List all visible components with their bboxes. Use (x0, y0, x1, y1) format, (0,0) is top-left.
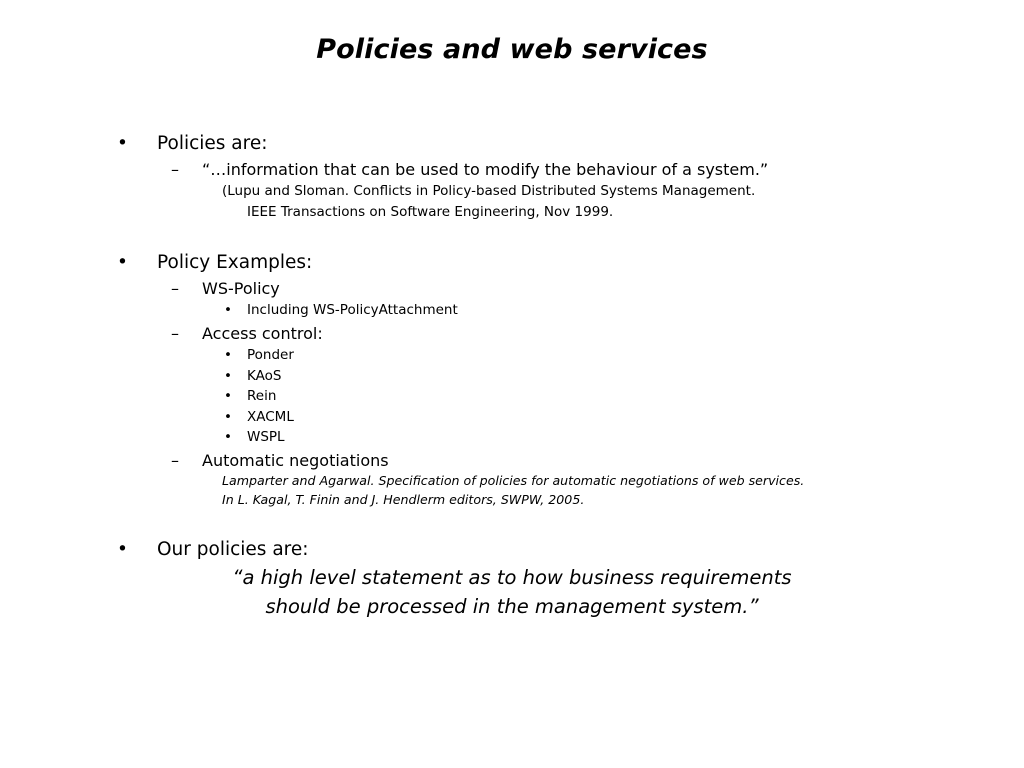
dash-marker: – (171, 279, 179, 298)
dash-marker: – (171, 160, 179, 179)
dash-marker: – (171, 324, 179, 343)
list-item: XACML (247, 409, 294, 425)
policies-are-label: Policies are: (157, 133, 268, 154)
automatic-negotiations-label: Automatic negotiations (202, 451, 389, 470)
sub-bullet-marker: • (224, 347, 232, 363)
sub-bullet-marker: • (224, 302, 232, 318)
reference-line-2: In L. Kagal, T. Finin and J. Hendlerm editors, SWPW, 2005. (222, 492, 585, 507)
list-item: Ponder (247, 347, 294, 363)
dash-marker: – (171, 451, 179, 470)
sub-bullet-marker: • (224, 388, 232, 404)
sub-bullet-marker: • (224, 368, 232, 384)
list-item: KAoS (247, 368, 282, 384)
ws-policy-label: WS-Policy (202, 279, 280, 298)
citation-line-2: IEEE Transactions on Software Engineering, Nov 1999. (247, 204, 614, 220)
list-item: WSPL (247, 429, 285, 445)
slide-title: Policies and web services (316, 34, 708, 65)
bullet-marker: • (117, 133, 128, 154)
sub-bullet-marker: • (224, 429, 232, 445)
our-policies-quote-line-1: “a high level statement as to how business requirements (232, 566, 792, 589)
our-policies-label: Our policies are: (157, 539, 309, 560)
policy-definition-quote: “…information that can be used to modify the behaviour of a system.” (202, 160, 769, 179)
policy-examples-label: Policy Examples: (157, 252, 313, 273)
list-item: Including WS-PolicyAttachment (247, 302, 458, 318)
sub-bullet-marker: • (224, 409, 232, 425)
bullet-marker: • (117, 252, 128, 273)
list-item: Rein (247, 388, 277, 404)
bullet-marker: • (117, 539, 128, 560)
citation-line-1: (Lupu and Sloman. Conflicts in Policy-based Distributed Systems Management. (222, 183, 756, 199)
reference-line-1: Lamparter and Agarwal. Specification of policies for automatic negotiations of web services. (222, 473, 805, 488)
access-control-label: Access control: (202, 324, 323, 343)
our-policies-quote-line-2: should be processed in the management system.” (265, 595, 759, 618)
